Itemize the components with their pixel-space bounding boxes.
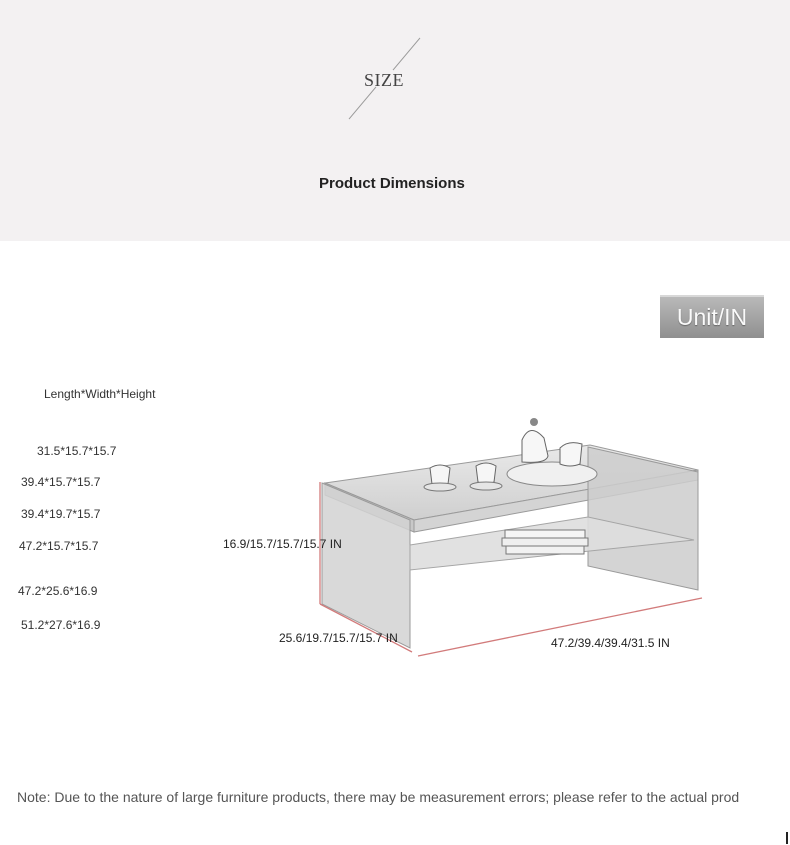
teacup <box>476 463 496 484</box>
unit-badge: Unit/IN <box>660 295 764 338</box>
size-row: 39.4*15.7*15.7 <box>21 475 101 489</box>
section-title: Product Dimensions <box>319 175 465 192</box>
tray <box>507 462 597 486</box>
size-row: 39.4*19.7*15.7 <box>21 507 101 521</box>
saucer <box>470 482 502 490</box>
size-row: 51.2*27.6*16.9 <box>21 618 101 632</box>
size-word: SIZE <box>364 70 404 90</box>
right-leg-panel <box>588 447 698 590</box>
size-row: 47.2*25.6*16.9 <box>18 584 98 598</box>
size-table-header: Length*Width*Height <box>44 387 156 401</box>
width-dimension-label: 25.6/19.7/15.7/15.7 IN <box>279 631 398 645</box>
size-row: 31.5*15.7*15.7 <box>37 444 117 458</box>
book <box>506 546 584 554</box>
saucer <box>424 483 456 491</box>
size-row: 47.2*15.7*15.7 <box>19 539 99 553</box>
teacup-large <box>560 443 582 466</box>
height-dimension-label: 16.9/15.7/15.7/15.7 IN <box>223 537 342 551</box>
edge-mark <box>786 832 788 844</box>
book <box>505 530 585 538</box>
measurement-note: Note: Due to the nature of large furniture products, there may be measurement errors; please refer to the actual prod <box>17 789 740 805</box>
teapot <box>522 430 548 462</box>
length-dimension-label: 47.2/39.4/39.4/31.5 IN <box>551 636 670 650</box>
book <box>502 538 588 546</box>
teapot-lid-knob <box>530 418 538 426</box>
